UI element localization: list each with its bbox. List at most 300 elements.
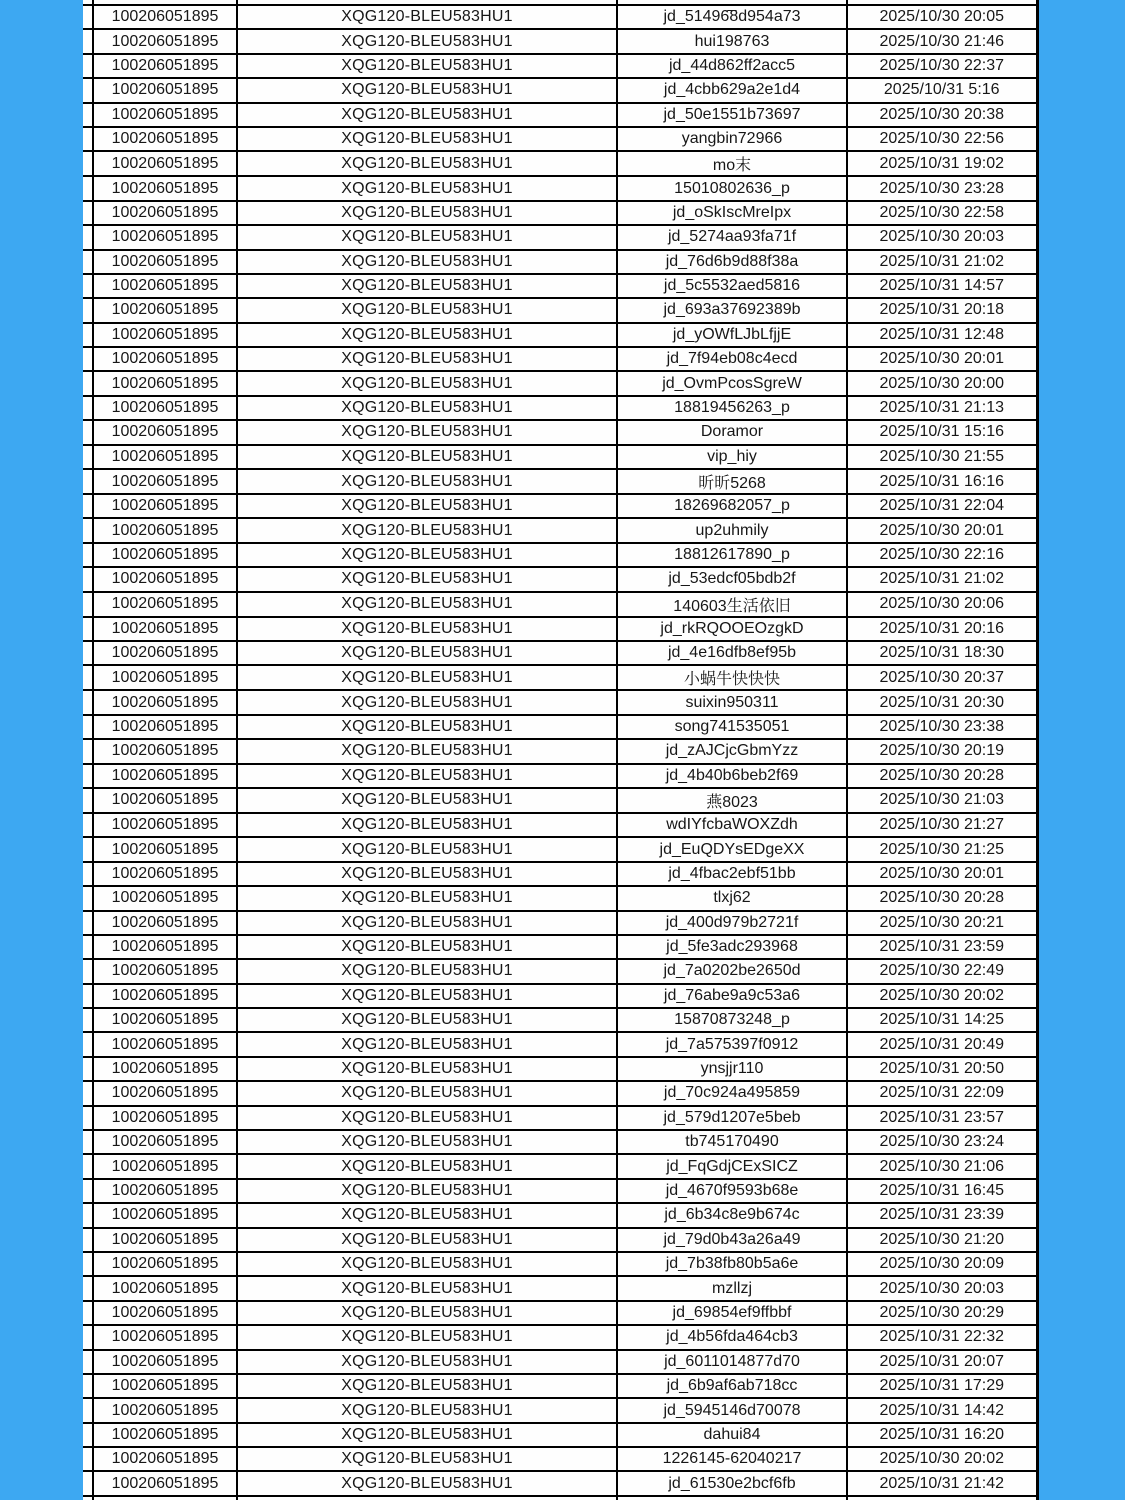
table-row	[83, 665, 1037, 690]
cell-username: vip_hiy	[617, 445, 847, 469]
cropped-column-sliver	[83, 543, 93, 567]
cell-timestamp: 2025/10/31 14:42	[847, 1398, 1037, 1422]
cropped-column-sliver	[83, 886, 93, 910]
cropped-column-sliver	[83, 518, 93, 542]
cell-account-id: 100206051895	[93, 862, 237, 886]
cropped-column-sliver	[83, 690, 93, 714]
cell-timestamp: 2025/10/31 23:59	[847, 935, 1037, 959]
table-row	[83, 396, 1037, 420]
cell-account-id: 100206051895	[93, 1398, 237, 1422]
table-row	[83, 127, 1037, 151]
cell-model: XQG120-BLEU583HU1	[237, 1008, 617, 1032]
table-row	[83, 984, 1037, 1008]
cell-timestamp: 2025/10/30 20:02	[847, 984, 1037, 1008]
cell-username	[617, 1496, 847, 1500]
cell-account-id: 100206051895	[93, 1179, 237, 1203]
cell-timestamp: 2025/10/31 20:16	[847, 617, 1037, 641]
cell-username: jd_4670f9593b68e	[617, 1179, 847, 1203]
cropped-column-sliver	[83, 837, 93, 861]
cropped-column-sliver	[83, 788, 93, 813]
cell-account-id: 100206051895	[93, 78, 237, 102]
cell-model: XQG120-BLEU583HU1	[237, 715, 617, 739]
cell-account-id: 100206051895	[93, 54, 237, 78]
cell-model: XQG120-BLEU583HU1	[237, 1130, 617, 1154]
cropped-column-sliver	[83, 617, 93, 641]
cell-timestamp: 2025/10/31 23:57	[847, 1106, 1037, 1130]
cell-timestamp: 2025/10/30 21:55	[847, 445, 1037, 469]
cell-username: jd_4cbb629a2e1d4	[617, 78, 847, 102]
cropped-column-sliver	[83, 1154, 93, 1178]
cell-account-id: 100206051895	[93, 690, 237, 714]
table-row	[83, 1081, 1037, 1105]
table-row	[83, 1301, 1037, 1325]
cell-model: XQG120-BLEU583HU1	[237, 1374, 617, 1398]
cell-account-id: 100206051895	[93, 396, 237, 420]
table-row	[83, 1325, 1037, 1349]
cell-model: XQG120-BLEU583HU1	[237, 567, 617, 591]
cell-account-id: 100206051895	[93, 1301, 237, 1325]
cell-account-id: 100206051895	[93, 1252, 237, 1276]
table-row	[83, 1032, 1037, 1056]
cell-account-id: 100206051895	[93, 201, 237, 225]
table-row	[83, 469, 1037, 494]
table-row	[83, 494, 1037, 518]
cell-account-id: 100206051895	[93, 1471, 237, 1495]
cell-model: XQG120-BLEU583HU1	[237, 420, 617, 444]
cell-timestamp: 2025/10/31 16:45	[847, 1179, 1037, 1203]
cell-model: XQG120-BLEU583HU1	[237, 1032, 617, 1056]
table-row	[83, 592, 1037, 617]
cropped-column-sliver	[83, 764, 93, 788]
table-row	[83, 250, 1037, 274]
cell-timestamp: 2025/10/30 20:21	[847, 911, 1037, 935]
cell-timestamp: 2025/10/30 20:03	[847, 1276, 1037, 1300]
cell-account-id: 100206051895	[93, 1325, 237, 1349]
cell-model: XQG120-BLEU583HU1	[237, 665, 617, 690]
cell-timestamp: 2025/10/30 20:01	[847, 347, 1037, 371]
cropped-column-sliver	[83, 1423, 93, 1447]
cell-username: 燕8023	[617, 788, 847, 813]
cell-timestamp: 2025/10/30 23:38	[847, 715, 1037, 739]
clipped-text-remnant	[728, 2, 737, 6]
cell-model: XQG120-BLEU583HU1	[237, 911, 617, 935]
cropped-column-sliver	[83, 862, 93, 886]
table-row	[83, 518, 1037, 542]
cell-username: jd_5274aa93fa71f	[617, 225, 847, 249]
table-row	[83, 347, 1037, 371]
table-row	[83, 176, 1037, 200]
cell-account-id: 100206051895	[93, 29, 237, 53]
cell-model: XQG120-BLEU583HU1	[237, 984, 617, 1008]
table-row	[83, 151, 1037, 176]
cropped-column-sliver	[83, 1179, 93, 1203]
table-row	[83, 1471, 1037, 1495]
cell-model: XQG120-BLEU583HU1	[237, 29, 617, 53]
cell-username: jd_76abe9a9c53a6	[617, 984, 847, 1008]
cell-username: jd_79d0b43a26a49	[617, 1228, 847, 1252]
cropped-column-sliver	[83, 371, 93, 395]
table-row	[83, 837, 1037, 861]
cell-username: jd_yOWfLJbLfjjE	[617, 323, 847, 347]
cell-model: XQG120-BLEU583HU1	[237, 1423, 617, 1447]
cell-model: XQG120-BLEU583HU1	[237, 641, 617, 665]
cropped-column-sliver	[83, 127, 93, 151]
cell-timestamp: 2025/10/31 21:02	[847, 250, 1037, 274]
cell-username: Doramor	[617, 420, 847, 444]
cell-username: jd_EuQDYsEDgeXX	[617, 837, 847, 861]
table-row	[83, 201, 1037, 225]
table-row	[83, 739, 1037, 763]
table-row	[83, 715, 1037, 739]
cell-model: XQG120-BLEU583HU1	[237, 1276, 617, 1300]
cell-username: jd_69854ef9ffbbf	[617, 1301, 847, 1325]
table-row	[83, 445, 1037, 469]
cell-model: XQG120-BLEU583HU1	[237, 347, 617, 371]
cell-timestamp	[847, 1496, 1037, 1500]
cell-timestamp: 2025/10/30 21:20	[847, 1228, 1037, 1252]
cell-model: XQG120-BLEU583HU1	[237, 518, 617, 542]
cell-username: jd_400d979b2721f	[617, 911, 847, 935]
table-row	[83, 764, 1037, 788]
cropped-column-sliver	[83, 78, 93, 102]
cropped-column-sliver	[83, 1252, 93, 1276]
table-row	[83, 911, 1037, 935]
cell-timestamp: 2025/10/31 12:48	[847, 323, 1037, 347]
cell-username: tb745170490	[617, 1130, 847, 1154]
table-row	[83, 617, 1037, 641]
cropped-column-sliver	[83, 1325, 93, 1349]
cropped-column-sliver	[83, 469, 93, 494]
table-row	[83, 1228, 1037, 1252]
table-row	[83, 78, 1037, 102]
cell-model: XQG120-BLEU583HU1	[237, 1471, 617, 1495]
table-row	[83, 788, 1037, 813]
table-row	[83, 54, 1037, 78]
cell-model	[237, 1496, 617, 1500]
cell-model: XQG120-BLEU583HU1	[237, 617, 617, 641]
cell-account-id: 100206051895	[93, 911, 237, 935]
cell-timestamp: 2025/10/30 20:37	[847, 665, 1037, 690]
cell-username: up2uhmily	[617, 518, 847, 542]
cell-model: XQG120-BLEU583HU1	[237, 78, 617, 102]
table-row	[83, 935, 1037, 959]
cell-timestamp: 2025/10/31 20:30	[847, 690, 1037, 714]
cell-account-id: 100206051895	[93, 567, 237, 591]
cell-timestamp: 2025/10/31 14:57	[847, 274, 1037, 298]
table-row	[83, 1130, 1037, 1154]
cell-model: XQG120-BLEU583HU1	[237, 1252, 617, 1276]
cell-account-id: 100206051895	[93, 347, 237, 371]
cell-username: mo末	[617, 151, 847, 176]
cell-username: jd_7b38fb80b5a6e	[617, 1252, 847, 1276]
cropped-column-sliver	[83, 592, 93, 617]
cell-model: XQG120-BLEU583HU1	[237, 1154, 617, 1178]
cell-timestamp: 2025/10/31 22:32	[847, 1325, 1037, 1349]
cell-username: jd_rkRQOOEOzgkD	[617, 617, 847, 641]
table-row	[83, 1252, 1037, 1276]
cropped-column-sliver	[83, 201, 93, 225]
cell-account-id: 100206051895	[93, 445, 237, 469]
cell-model: XQG120-BLEU583HU1	[237, 176, 617, 200]
cell-timestamp: 2025/10/31 19:02	[847, 151, 1037, 176]
cropped-column-sliver	[83, 225, 93, 249]
cropped-column-sliver	[83, 54, 93, 78]
cell-timestamp: 2025/10/30 23:24	[847, 1130, 1037, 1154]
cropped-column-sliver	[83, 298, 93, 322]
cell-account-id: 100206051895	[93, 1203, 237, 1227]
cropped-column-sliver	[83, 396, 93, 420]
cropped-column-sliver	[83, 567, 93, 591]
table-row	[83, 1350, 1037, 1374]
cell-model: XQG120-BLEU583HU1	[237, 592, 617, 617]
cell-timestamp: 2025/10/30 21:25	[847, 837, 1037, 861]
cell-model: XQG120-BLEU583HU1	[237, 959, 617, 983]
cell-username: jd_5945146d70078	[617, 1398, 847, 1422]
cell-account-id: 100206051895	[93, 1008, 237, 1032]
cropped-column-sliver	[83, 1032, 93, 1056]
cell-account-id: 100206051895	[93, 250, 237, 274]
cell-account-id: 100206051895	[93, 959, 237, 983]
table-row	[83, 225, 1037, 249]
cropped-column-sliver	[83, 1081, 93, 1105]
cell-model: XQG120-BLEU583HU1	[237, 469, 617, 494]
table-row	[83, 543, 1037, 567]
cell-model: XQG120-BLEU583HU1	[237, 274, 617, 298]
cell-model: XQG120-BLEU583HU1	[237, 494, 617, 518]
cropped-column-sliver	[83, 641, 93, 665]
table-row	[83, 29, 1037, 53]
cropped-column-sliver	[83, 1106, 93, 1130]
cell-account-id: 100206051895	[93, 1374, 237, 1398]
cell-username: jd_579d1207e5beb	[617, 1106, 847, 1130]
cropped-column-sliver	[83, 1203, 93, 1227]
table-body	[83, 0, 1037, 1500]
cell-timestamp: 2025/10/30 22:16	[847, 543, 1037, 567]
cell-username: jd_5fe3adc293968	[617, 935, 847, 959]
cropped-column-sliver	[83, 1276, 93, 1300]
cell-username: jd_4b56fda464cb3	[617, 1325, 847, 1349]
cell-model: XQG120-BLEU583HU1	[237, 837, 617, 861]
cell-username: tlxj62	[617, 886, 847, 910]
cell-timestamp: 2025/10/30 20:01	[847, 518, 1037, 542]
cell-username: mzllzj	[617, 1276, 847, 1300]
cell-username: 140603生活依旧	[617, 592, 847, 617]
cropped-column-sliver	[83, 959, 93, 983]
cell-username: ynsjjr110	[617, 1057, 847, 1081]
cell-model: XQG120-BLEU583HU1	[237, 225, 617, 249]
cell-timestamp: 2025/10/30 22:56	[847, 127, 1037, 151]
cell-account-id	[93, 1496, 237, 1500]
cell-timestamp: 2025/10/31 20:50	[847, 1057, 1037, 1081]
cell-timestamp: 2025/10/31 14:25	[847, 1008, 1037, 1032]
cell-username: jd_70c924a495859	[617, 1081, 847, 1105]
cell-timestamp: 2025/10/30 20:06	[847, 592, 1037, 617]
cell-model: XQG120-BLEU583HU1	[237, 1081, 617, 1105]
cell-timestamp: 2025/10/31 5:16	[847, 78, 1037, 102]
cell-account-id: 100206051895	[93, 788, 237, 813]
cell-model: XQG120-BLEU583HU1	[237, 54, 617, 78]
table-row	[83, 959, 1037, 983]
cell-model: XQG120-BLEU583HU1	[237, 151, 617, 176]
table-row	[83, 690, 1037, 714]
cell-username: suixin950311	[617, 690, 847, 714]
cell-account-id: 100206051895	[93, 641, 237, 665]
cell-username: 15010802636_p	[617, 176, 847, 200]
cropped-column-sliver	[83, 250, 93, 274]
cell-timestamp: 2025/10/30 20:03	[847, 225, 1037, 249]
cell-model: XQG120-BLEU583HU1	[237, 127, 617, 151]
table-row	[83, 1106, 1037, 1130]
cell-timestamp: 2025/10/30 22:58	[847, 201, 1037, 225]
cell-timestamp: 2025/10/30 20:28	[847, 886, 1037, 910]
cell-model: XQG120-BLEU583HU1	[237, 1325, 617, 1349]
cell-model: XQG120-BLEU583HU1	[237, 886, 617, 910]
cell-username: jd_4e16dfb8ef95b	[617, 641, 847, 665]
cropped-column-sliver	[83, 1398, 93, 1422]
cell-model: XQG120-BLEU583HU1	[237, 103, 617, 127]
table-row	[83, 886, 1037, 910]
cell-timestamp: 2025/10/30 20:00	[847, 371, 1037, 395]
cropped-column-sliver	[83, 151, 93, 176]
cell-account-id: 100206051895	[93, 1130, 237, 1154]
cell-model: XQG120-BLEU583HU1	[237, 396, 617, 420]
cell-username: 小蜗牛快快快	[617, 665, 847, 690]
cell-timestamp: 2025/10/30 21:03	[847, 788, 1037, 813]
cell-timestamp: 2025/10/30 23:28	[847, 176, 1037, 200]
cell-account-id: 100206051895	[93, 813, 237, 837]
cell-username: jd_7a575397f0912	[617, 1032, 847, 1056]
cropped-column-sliver	[83, 935, 93, 959]
cell-account-id: 100206051895	[93, 151, 237, 176]
cell-model: XQG120-BLEU583HU1	[237, 813, 617, 837]
cell-model: XQG120-BLEU583HU1	[237, 1057, 617, 1081]
cell-account-id: 100206051895	[93, 420, 237, 444]
cell-model: XQG120-BLEU583HU1	[237, 862, 617, 886]
cell-timestamp: 2025/10/31 15:16	[847, 420, 1037, 444]
cell-username: hui198763	[617, 29, 847, 53]
cell-username: jd_61530e2bcf6fb	[617, 1471, 847, 1495]
cell-account-id: 100206051895	[93, 837, 237, 861]
cell-timestamp: 2025/10/30 21:27	[847, 813, 1037, 837]
cell-account-id: 100206051895	[93, 1447, 237, 1471]
cell-timestamp: 2025/10/30 20:19	[847, 739, 1037, 763]
cell-username: 18812617890_p	[617, 543, 847, 567]
cell-account-id: 100206051895	[93, 984, 237, 1008]
cell-account-id: 100206051895	[93, 617, 237, 641]
cell-model: XQG120-BLEU583HU1	[237, 1203, 617, 1227]
cell-account-id: 100206051895	[93, 592, 237, 617]
cropped-column-sliver	[83, 1228, 93, 1252]
spreadsheet-table-container	[83, 0, 1037, 1500]
cell-account-id: 100206051895	[93, 518, 237, 542]
table-row	[83, 1374, 1037, 1398]
table-row	[83, 274, 1037, 298]
table-row	[83, 1203, 1037, 1227]
cell-timestamp: 2025/10/30 21:06	[847, 1154, 1037, 1178]
cell-username: jd_6b9af6ab718cc	[617, 1374, 847, 1398]
cell-username: jd_53edcf05bdb2f	[617, 567, 847, 591]
cell-timestamp: 2025/10/30 20:02	[847, 1447, 1037, 1471]
cell-username: 18819456263_p	[617, 396, 847, 420]
cell-username: 15870873248_p	[617, 1008, 847, 1032]
cell-username: jd_5c5532aed5816	[617, 274, 847, 298]
cell-account-id: 100206051895	[93, 298, 237, 322]
table-row	[83, 567, 1037, 591]
cell-username: jd_oSkIscMreIpx	[617, 201, 847, 225]
cropped-column-sliver	[83, 420, 93, 444]
cell-model: XQG120-BLEU583HU1	[237, 1350, 617, 1374]
cell-model: XQG120-BLEU583HU1	[237, 543, 617, 567]
cell-account-id: 100206051895	[93, 764, 237, 788]
cell-account-id: 100206051895	[93, 469, 237, 494]
cell-timestamp: 2025/10/31 23:39	[847, 1203, 1037, 1227]
cropped-column-sliver	[83, 5, 93, 29]
cell-timestamp: 2025/10/30 22:37	[847, 54, 1037, 78]
cropped-column-sliver	[83, 1008, 93, 1032]
cell-username: dahui84	[617, 1423, 847, 1447]
cropped-column-sliver	[83, 1471, 93, 1495]
table-row	[83, 371, 1037, 395]
cell-account-id: 100206051895	[93, 739, 237, 763]
cropped-column-sliver	[83, 1301, 93, 1325]
cell-account-id: 100206051895	[93, 5, 237, 29]
cell-account-id: 100206051895	[93, 225, 237, 249]
cell-username: jd_4fbac2ebf51bb	[617, 862, 847, 886]
cell-model: XQG120-BLEU583HU1	[237, 371, 617, 395]
cell-model: XQG120-BLEU583HU1	[237, 5, 617, 29]
cell-timestamp: 2025/10/31 20:07	[847, 1350, 1037, 1374]
cell-account-id: 100206051895	[93, 371, 237, 395]
table-row	[83, 813, 1037, 837]
cell-username: jd_OvmPcosSgreW	[617, 371, 847, 395]
cell-username: 1226145-62040217	[617, 1447, 847, 1471]
cell-timestamp: 2025/10/31 16:16	[847, 469, 1037, 494]
table-row	[83, 1447, 1037, 1471]
cell-model: XQG120-BLEU583HU1	[237, 935, 617, 959]
table-row	[83, 420, 1037, 444]
cell-username: jd_76d6b9d88f38a	[617, 250, 847, 274]
cropped-column-sliver	[83, 1057, 93, 1081]
cell-account-id: 100206051895	[93, 886, 237, 910]
cell-account-id: 100206051895	[93, 1350, 237, 1374]
cell-username: jd_4b40b6beb2f69	[617, 764, 847, 788]
cell-username: jd_7f94eb08c4ecd	[617, 347, 847, 371]
cell-model: XQG120-BLEU583HU1	[237, 1179, 617, 1203]
cell-model: XQG120-BLEU583HU1	[237, 764, 617, 788]
cell-model: XQG120-BLEU583HU1	[237, 1228, 617, 1252]
cell-username: song741535051	[617, 715, 847, 739]
cell-account-id: 100206051895	[93, 1423, 237, 1447]
cropped-column-sliver	[83, 494, 93, 518]
cropped-column-sliver	[83, 739, 93, 763]
cropped-column-sliver	[83, 1350, 93, 1374]
cell-timestamp: 2025/10/31 18:30	[847, 641, 1037, 665]
partial-row-bottom	[83, 1496, 1037, 1500]
table-row	[83, 1008, 1037, 1032]
cropped-column-sliver	[83, 1447, 93, 1471]
cell-timestamp: 2025/10/30 22:49	[847, 959, 1037, 983]
table-row	[83, 1276, 1037, 1300]
cell-model: XQG120-BLEU583HU1	[237, 323, 617, 347]
table-row	[83, 1154, 1037, 1178]
table-row	[83, 1423, 1037, 1447]
cell-timestamp: 2025/10/30 20:05	[847, 5, 1037, 29]
cell-username: jd_6011014877d70	[617, 1350, 847, 1374]
cell-model: XQG120-BLEU583HU1	[237, 201, 617, 225]
cell-account-id: 100206051895	[93, 1106, 237, 1130]
cell-username: jd_50e1551b73697	[617, 103, 847, 127]
cell-username: jd_693a37692389b	[617, 298, 847, 322]
